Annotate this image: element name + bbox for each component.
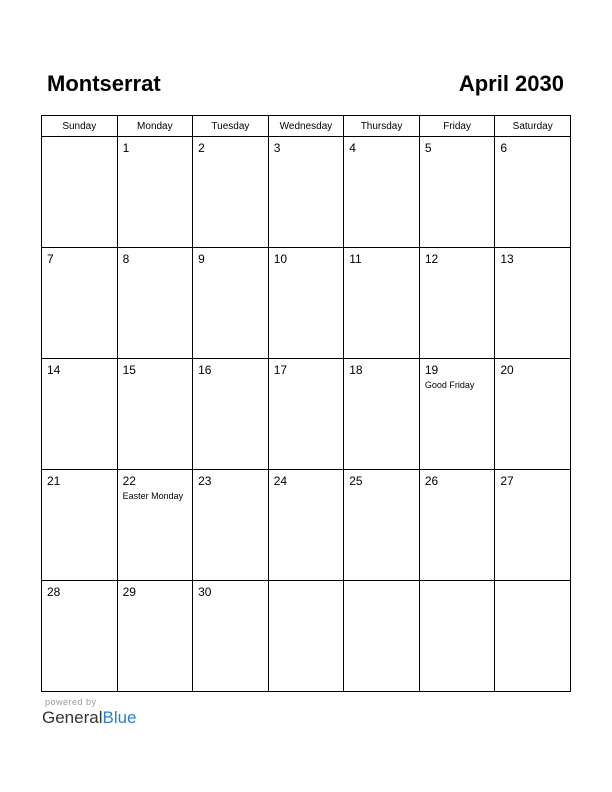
day-cell [42,248,118,359]
day-cell [419,581,495,692]
weekday-monday: Monday [117,116,193,137]
weekday-header-row [42,116,571,137]
day-cell [344,470,420,581]
week-row-3 [42,359,571,470]
weekday-thursday: Thursday [344,116,420,137]
day-cell [117,248,193,359]
day-cell [495,248,571,359]
day-number: 6 [500,141,508,155]
day-cell [193,581,269,692]
day-cell [42,137,118,248]
day-cell [268,470,344,581]
day-number: 7 [47,252,54,266]
day-number: 3 [273,141,281,155]
day-cell [344,248,420,359]
day-cell [117,470,193,581]
brand-blue: Blue [102,708,137,727]
day-number: 19 [424,363,439,377]
day-cell [344,137,420,248]
day-number: 8 [122,252,130,266]
day-number: 1 [122,141,130,155]
day-number: 10 [273,252,288,266]
day-cell [193,248,269,359]
day-cell [42,470,118,581]
day-cell [268,248,344,359]
day-cell [495,581,571,692]
day-number: 5 [424,141,432,155]
day-number: 24 [273,474,288,488]
day-number: 26 [424,474,439,488]
day-cell [344,581,420,692]
day-number: 22 [122,474,136,488]
day-number: 20 [500,363,514,377]
day-cell [419,470,495,581]
day-number: 27 [500,474,514,488]
calendar-grid [41,115,571,692]
holiday-label: Good Friday [424,380,475,390]
day-cell [268,137,344,248]
day-cell [42,359,118,470]
day-cell [42,581,118,692]
holiday-label: Easter Monday [122,491,184,501]
day-cell [495,359,571,470]
day-cell [419,359,495,470]
day-cell [193,359,269,470]
day-cell [268,581,344,692]
day-number: 16 [198,363,212,377]
day-number: 25 [349,474,363,488]
week-row-4 [42,470,571,581]
weekday-saturday: Saturday [495,116,571,137]
weekday-wednesday: Wednesday [268,116,344,137]
week-row-5 [42,581,571,692]
day-number: 23 [198,474,212,488]
day-number: 21 [47,474,61,488]
day-cell [117,359,193,470]
day-cell [193,137,269,248]
brand-general: General [42,708,103,727]
day-cell [495,137,571,248]
day-cell [268,359,344,470]
weekday-sunday: Sunday [42,116,118,137]
day-number: 11 [349,252,362,266]
day-number: 18 [349,363,363,377]
footer-logo [42,697,137,728]
day-number: 30 [198,585,212,599]
day-number: 12 [424,252,439,266]
day-number: 15 [122,363,136,377]
month-year-title: April 2030 [458,71,564,96]
day-number: 14 [47,363,61,377]
week-row-1 [42,137,571,248]
powered-by-text: powered by [45,697,97,707]
day-number: 13 [500,252,514,266]
brand-wordmark [42,708,137,728]
day-number: 28 [47,585,61,599]
week-row-2 [42,248,571,359]
day-cell [495,470,571,581]
day-cell [344,359,420,470]
day-cell [419,137,495,248]
day-number: 4 [349,141,356,155]
day-cell [117,137,193,248]
weekday-tuesday: Tuesday [193,116,269,137]
day-number: 29 [122,585,136,599]
day-number: 17 [273,363,288,377]
day-cell [193,470,269,581]
country-title: Montserrat [47,71,161,96]
day-number: 2 [198,141,205,155]
day-number: 9 [198,252,205,266]
day-cell [419,248,495,359]
weekday-friday: Friday [419,116,495,137]
day-cell [117,581,193,692]
